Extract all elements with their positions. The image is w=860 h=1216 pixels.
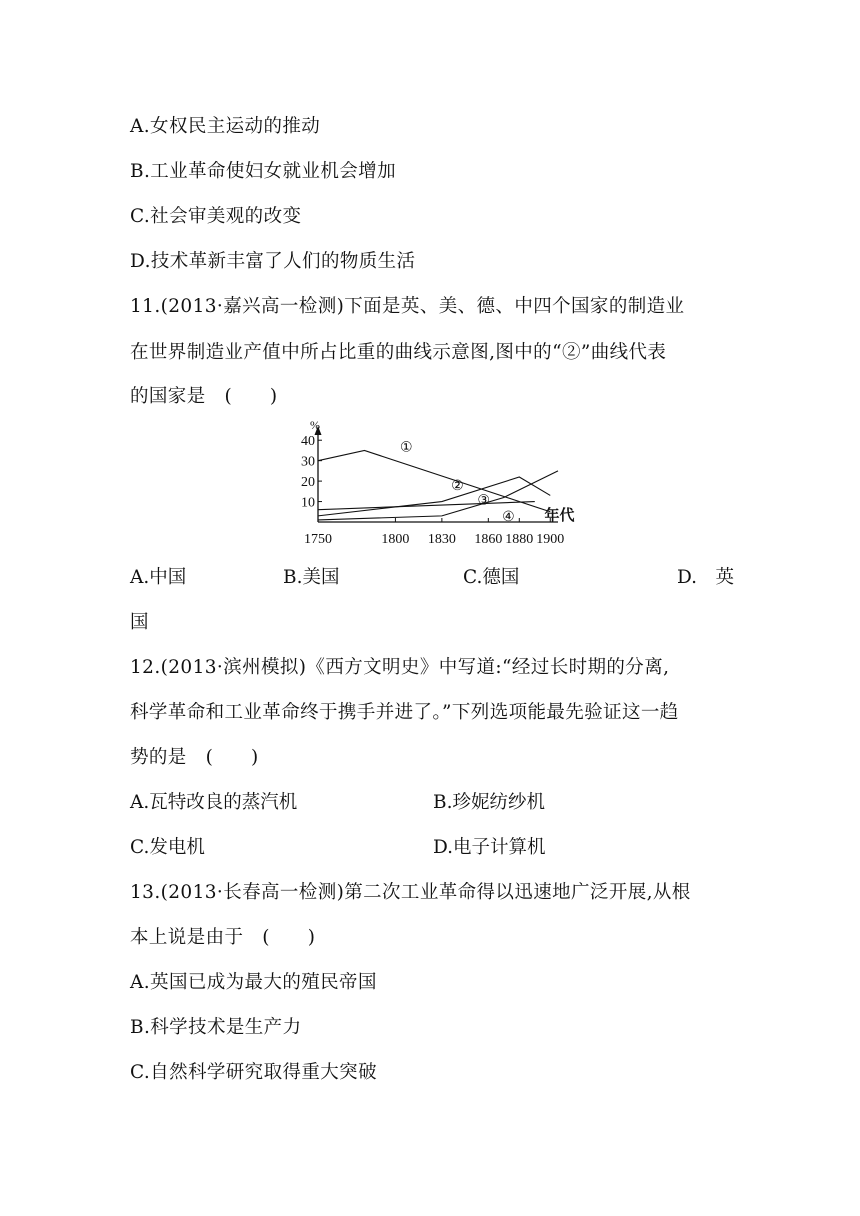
q11-option-a: A.中国 <box>130 567 187 588</box>
q12-stem-line1: 12.(2013·滨州模拟)《西方文明史》中写道:“经过长时期的分离, <box>130 657 670 678</box>
q10-option-d: D.技术革新丰富了人们的物质生活 <box>130 251 416 272</box>
curve-label-3: ③ <box>477 493 490 509</box>
x-tick-label: 1860 <box>474 532 503 547</box>
x-tick-label: 1830 <box>427 532 456 547</box>
q12-stem-line2: 科学革命和工业革命终于携手并进了。”下列选项能最先验证这一趋 <box>130 702 679 723</box>
chart-series <box>318 450 558 520</box>
q11-option-d: D. 英 <box>677 567 735 588</box>
q13-option-b: B.科学技术是生产力 <box>130 1017 302 1038</box>
q12-option-a: A.瓦特改良的蒸汽机 <box>130 792 298 813</box>
q11-option-d-continued: 国 <box>130 612 149 633</box>
y-tick-label: 10 <box>301 495 315 511</box>
q12-option-b: B.珍妮纺纱机 <box>433 792 545 813</box>
series-line-4 <box>318 502 535 510</box>
manufacturing-share-chart <box>290 420 580 550</box>
q12-stem-line3: 势的是 ( ) <box>130 747 259 768</box>
q10-option-a: A.女权民主运动的推动 <box>130 116 321 137</box>
q11-stem-line1: 11.(2013·嘉兴高一检测)下面是英、美、德、中四个国家的制造业 <box>130 296 685 317</box>
x-tick-label: 1900 <box>536 532 565 547</box>
q13-stem-line2: 本上说是由于 ( ) <box>130 927 316 948</box>
q13-stem-line1: 13.(2013·长春高一检测)第二次工业革命得以迅速地广泛开展,从根 <box>130 882 691 903</box>
y-axis-label: % <box>310 420 320 432</box>
q11-stem-line3: 的国家是 ( ) <box>130 386 278 407</box>
q12-option-c: C.发电机 <box>130 837 205 858</box>
q10-option-c: C.社会审美观的改变 <box>130 206 302 227</box>
q12-option-d: D.电子计算机 <box>433 837 546 858</box>
q11-option-b: B.美国 <box>283 567 340 588</box>
q13-option-c: C.自然科学研究取得重大突破 <box>130 1062 377 1083</box>
curve-label-2: ② <box>451 479 464 495</box>
curve-label-4: ④ <box>502 509 515 525</box>
x-tick-label: 1750 <box>304 532 332 547</box>
x-tick-label: 1880 <box>505 532 534 547</box>
y-tick-label: 40 <box>301 434 315 450</box>
x-axis-label: 年代 <box>544 508 575 524</box>
curve-label-1: ① <box>399 440 413 456</box>
q11-stem-line2: 在世界制造业产值中所占比重的曲线示意图,图中的“②”曲线代表 <box>130 342 667 363</box>
y-tick-label: 30 <box>301 454 315 470</box>
x-tick-label: 1800 <box>381 532 410 547</box>
series-line-2 <box>318 477 550 516</box>
y-tick-label: 20 <box>301 475 315 491</box>
q10-option-b: B.工业革命使妇女就业机会增加 <box>130 161 396 182</box>
q11-option-c: C.德国 <box>463 567 520 588</box>
chart-labels <box>301 420 576 547</box>
q13-option-a: A.英国已成为最大的殖民帝国 <box>130 972 377 993</box>
